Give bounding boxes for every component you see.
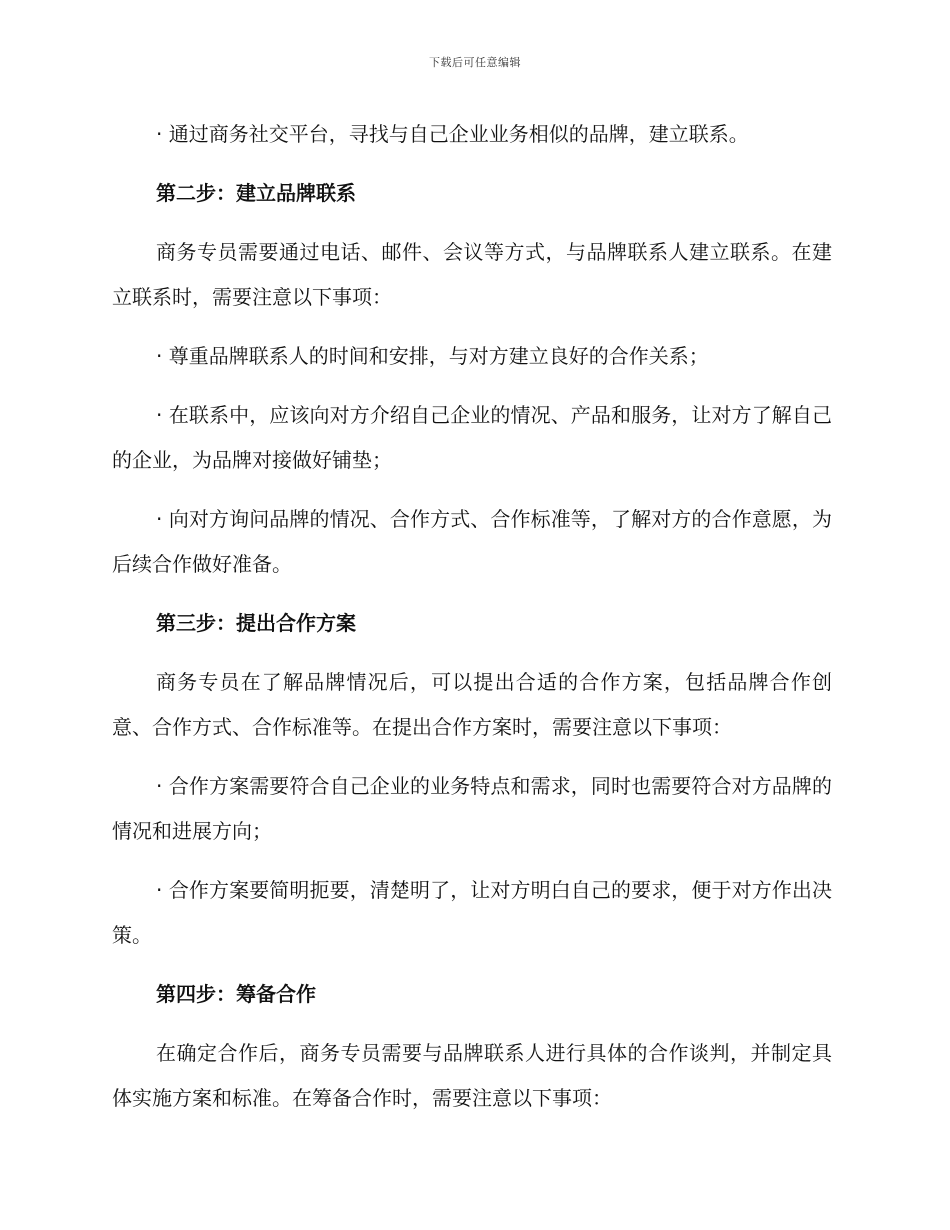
bullet-paragraph: · 合作方案要简明扼要，清楚明了，让对方明白自己的要求，便于对方作出决策。	[112, 878, 832, 947]
section-heading-step-4: 第四步：筹备合作	[156, 982, 316, 1006]
bullet-paragraph: · 向对方询问品牌的情况、合作方式、合作标准等，了解对方的合作意愿，为后续合作做好准备。	[112, 507, 832, 576]
section-heading-step-3: 第三步：提出合作方案	[156, 611, 356, 635]
bullet-paragraph: · 合作方案需要符合自己企业的业务特点和需求，同时也需要符合对方品牌的情况和进展方向；	[112, 774, 832, 843]
page-header: 下载后可任意编辑	[429, 56, 521, 69]
body-paragraph: 商务专员需要通过电话、邮件、会议等方式，与品牌联系人建立联系。在建立联系时，需要注意以下事项：	[112, 240, 832, 309]
bullet-paragraph: · 在联系中，应该向对方介绍自己企业的情况、产品和服务，让对方了解自己的企业，为品牌对接做好铺垫；	[112, 403, 832, 472]
body-paragraph: 在确定合作后，商务专员需要与品牌联系人进行具体的合作谈判，并制定具体实施方案和标准。在筹备合作时，需要注意以下事项：	[112, 1041, 832, 1110]
body-paragraph: 商务专员在了解品牌情况后，可以提出合适的合作方案，包括品牌合作创意、合作方式、合作标准等。在提出合作方案时，需要注意以下事项：	[112, 670, 832, 739]
bullet-paragraph: · 通过商务社交平台，寻找与自己企业业务相似的品牌，建立联系。	[156, 122, 749, 146]
section-heading-step-2: 第二步：建立品牌联系	[156, 181, 356, 205]
bullet-paragraph: · 尊重品牌联系人的时间和安排，与对方建立良好的合作关系；	[156, 344, 709, 368]
document-body	[112, 112, 832, 1135]
